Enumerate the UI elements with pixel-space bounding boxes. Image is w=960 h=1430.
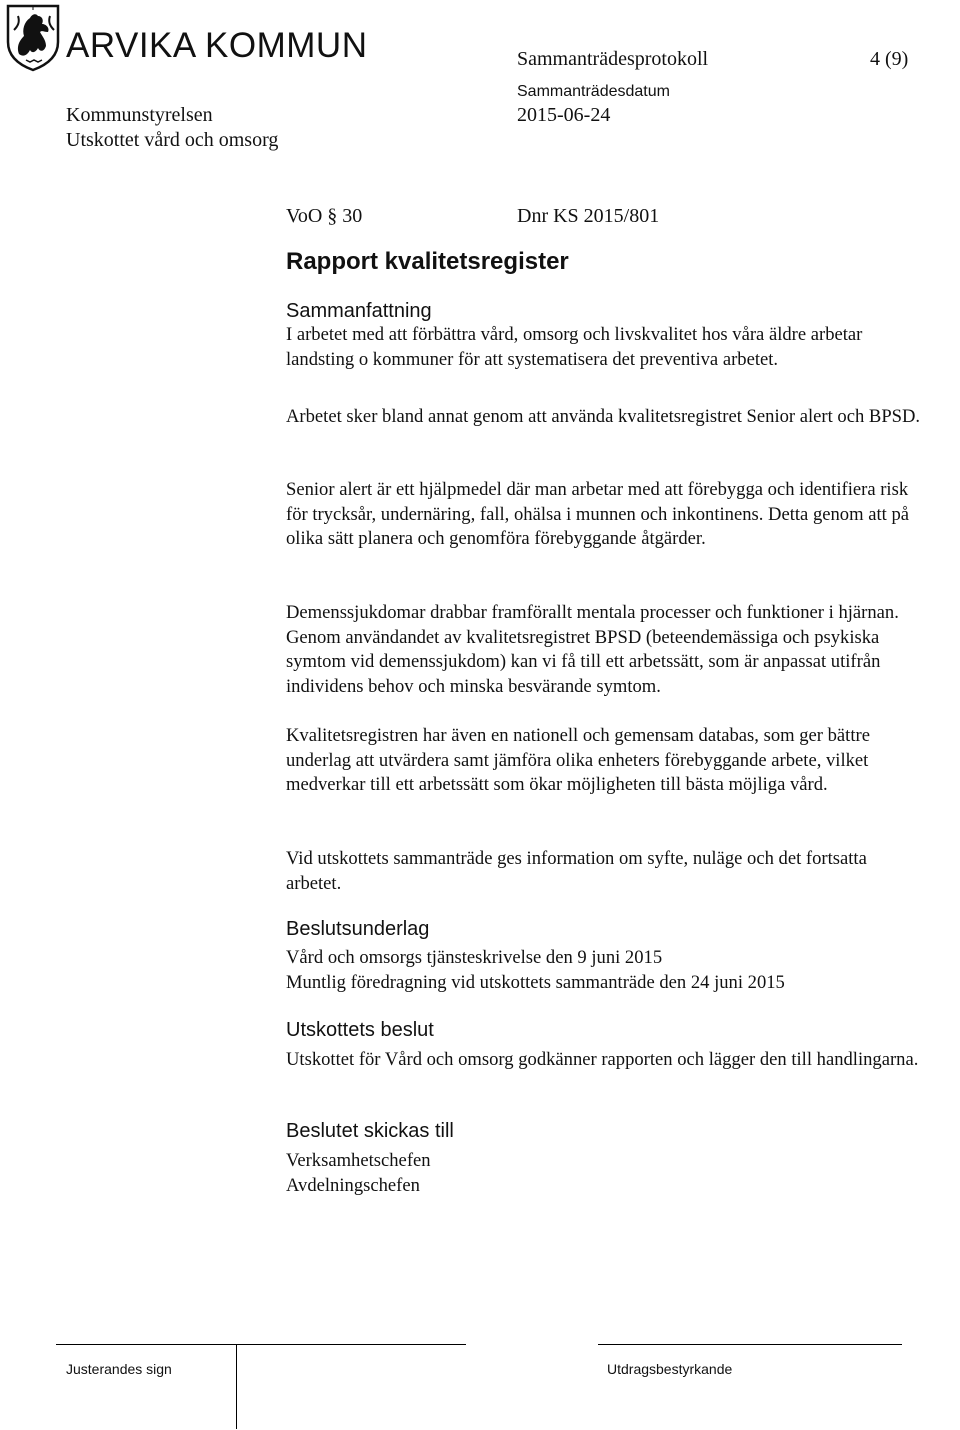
summary-paragraph-2: [286, 405, 926, 430]
page-number: 4 (9): [870, 48, 909, 70]
summary-paragraph-6: [286, 847, 926, 896]
recipient: Verksamhetschefen: [286, 1150, 431, 1171]
municipal-coat-of-arms-icon: [4, 2, 62, 72]
decision-text: Utskottet för Vård och omsorg godkänner rapporten och lägger den till handlingarna.: [286, 1049, 919, 1070]
municipality-name: ARVIKA KOMMUN: [66, 26, 368, 65]
recipient: Avdelningschefen: [286, 1174, 420, 1196]
document-type: Sammanträdesprotokoll: [517, 48, 709, 70]
sub-committee-name: Utskottet vård och omsorg: [66, 129, 279, 151]
summary-heading: Sammanfattning: [286, 300, 432, 322]
basis-list: [286, 946, 926, 995]
recipients-list: [286, 1149, 926, 1198]
summary-paragraph-1: [286, 323, 926, 372]
basis-item: Vård och omsorgs tjänsteskrivelse den 9 juni 2015: [286, 947, 663, 968]
summary-text-1: I arbetet med att förbättra vård, omsorg och livskvalitet hos våra äldre arbetar landsting o kommuner för att systematisera det preventiva arbetet.: [286, 324, 863, 370]
footer-divider-right: [598, 1344, 902, 1345]
decision-heading: Utskottets beslut: [286, 1019, 434, 1041]
committee-name: Kommunstyrelsen: [66, 104, 213, 126]
summary-text-5: Kvalitetsregistren har även en nationell och gemensam databas, som ger bättre underlag att utvärdera samt jämföra olika enheters förebyggande arbete, vilket medverkar till ett arbetssätt som ökar möjligheten till bästa möjliga vård.: [286, 725, 870, 796]
diary-number: Dnr KS 2015/801: [517, 205, 660, 227]
justify-signature-label: Justerandes sign: [66, 1361, 172, 1377]
summary-paragraph-3: [286, 478, 926, 552]
summary-text-6: Vid utskottets sammanträde ges information om syfte, nuläge och det fortsatta arbetet.: [286, 848, 867, 894]
case-title: Rapport kvalitetsregister: [286, 248, 569, 275]
footer-divider-left: [56, 1344, 466, 1345]
summary-paragraph-5: [286, 724, 926, 798]
extract-certification-label: Utdragsbestyrkande: [607, 1361, 733, 1377]
summary-text-2: Arbetet sker bland annat genom att använda kvalitetsregistret Senior alert och BPSD.: [286, 406, 921, 427]
summary-text-3: Senior alert är ett hjälpmedel där man arbetar med att förebygga och identifiera risk för trycksår, undernäring, fall, ohälsa i munnen och inkontinens. Detta genom att på olika sätt planera och genomföra förebyggande åtgärder.: [286, 479, 909, 550]
meeting-date: 2015-06-24: [517, 104, 611, 126]
decision-paragraph: [286, 1048, 926, 1073]
case-number: VoO § 30: [286, 205, 363, 227]
summary-paragraph-4: [286, 601, 926, 699]
basis-heading: Beslutsunderlag: [286, 918, 430, 940]
basis-item: Muntlig föredragning vid utskottets sammanträde den 24 juni 2015: [286, 971, 785, 993]
recipients-heading: Beslutet skickas till: [286, 1120, 454, 1142]
meeting-date-label: Sammanträdesdatum: [517, 83, 670, 100]
summary-text-4: Demenssjukdomar drabbar framförallt mentala processer och funktioner i hjärnan. Genom användandet av kvalitetsregistret BPSD (beteendemässiga och psykiska symtom vid demenssjukdom) kan vi få till ett arbetssätt, som är anpassat utifrån individens behov och minska besvärande symtom.: [286, 602, 899, 697]
footer-signature-box-divider: [236, 1344, 237, 1429]
